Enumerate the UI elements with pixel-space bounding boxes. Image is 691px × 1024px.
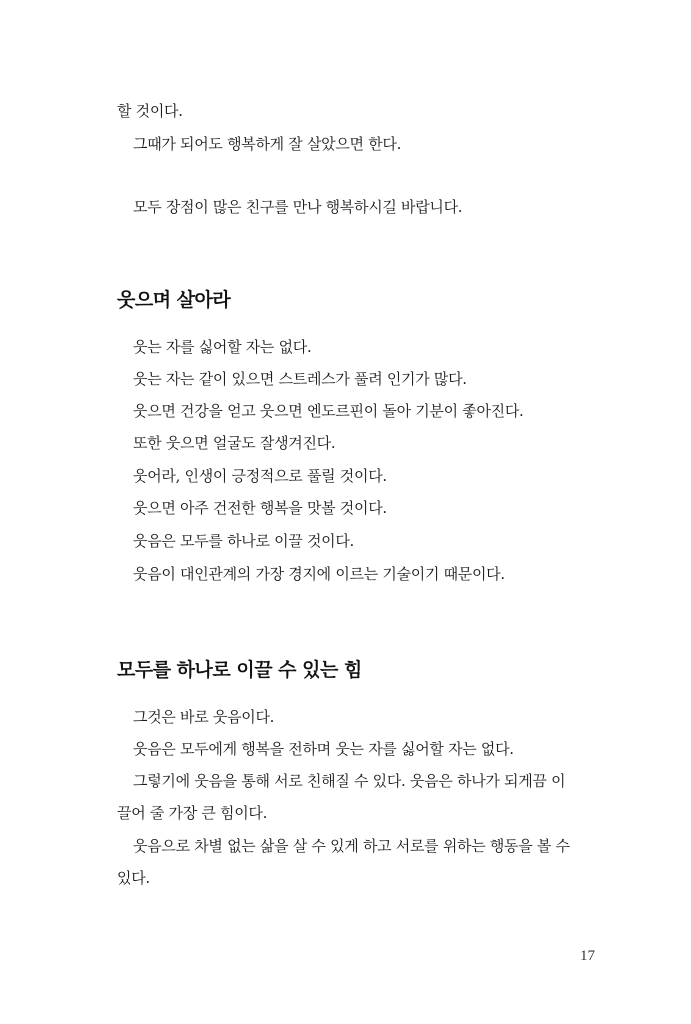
section-heading: 모두를 하나로 이끌 수 있는 힘 bbox=[117, 659, 362, 681]
body-text-line: 할 것이다. bbox=[117, 102, 183, 120]
body-text-line: 웃어라, 인생이 긍정적으로 풀릴 것이다. bbox=[133, 467, 387, 485]
body-text-line: 또한 웃으면 얼굴도 잘생겨진다. bbox=[133, 434, 336, 452]
body-text-line: 웃으면 건강을 얻고 웃으면 엔도르핀이 돌아 기분이 좋아진다. bbox=[133, 402, 524, 420]
body-text-line: 웃으면 아주 건전한 행복을 맛볼 것이다. bbox=[133, 499, 387, 517]
body-text-line: 웃음은 모두를 하나로 이끌 것이다. bbox=[133, 532, 355, 550]
body-text-line: 웃음은 모두에게 행복을 전하며 웃는 자를 싫어할 자는 없다. bbox=[133, 740, 514, 758]
body-text-line: 그것은 바로 웃음이다. bbox=[133, 708, 275, 726]
body-text-line: 모두 장점이 많은 친구를 만나 행복하시길 바랍니다. bbox=[133, 198, 463, 216]
body-text-line: 있다. bbox=[117, 869, 150, 887]
body-text-line: 웃음이 대인관계의 가장 경지에 이르는 기술이기 때문이다. bbox=[133, 565, 505, 583]
body-text-line: 웃음으로 차별 없는 삶을 살 수 있게 하고 서로를 위하는 행동을 볼 수 bbox=[133, 837, 570, 855]
body-text-line: 그때가 되어도 행복하게 잘 살았으면 한다. bbox=[133, 135, 402, 153]
body-text-line: 끌어 줄 가장 큰 힘이다. bbox=[117, 804, 268, 822]
body-text-line: 웃는 자는 같이 있으면 스트레스가 풀려 인기가 많다. bbox=[133, 370, 467, 388]
section-heading: 웃으며 살아라 bbox=[117, 289, 231, 311]
body-text-line: 그렇기에 웃음을 통해 서로 친해질 수 있다. 웃음은 하나가 되게끔 이 bbox=[133, 772, 566, 790]
page-number: 17 bbox=[580, 948, 595, 964]
body-text-line: 웃는 자를 싫어할 자는 없다. bbox=[133, 338, 312, 356]
